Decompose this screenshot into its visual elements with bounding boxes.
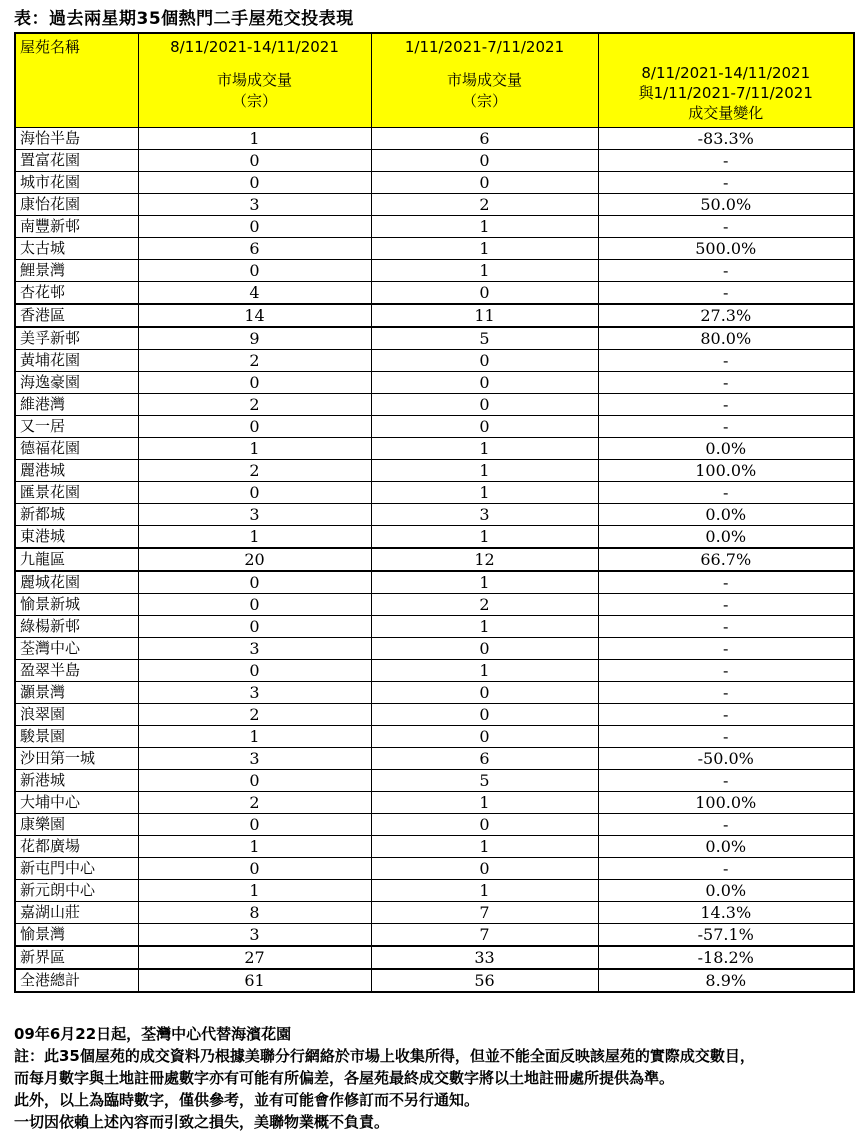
current-volume-cell: 0 bbox=[138, 660, 371, 682]
table-row bbox=[15, 460, 854, 482]
current-volume-cell: 1 bbox=[138, 836, 371, 858]
change-cell: - bbox=[598, 814, 854, 836]
previous-volume-cell: 0 bbox=[371, 704, 598, 726]
change-cell: 0.0% bbox=[598, 504, 854, 526]
current-volume-cell: 0 bbox=[138, 150, 371, 172]
table-row bbox=[15, 616, 854, 638]
previous-volume-cell: 7 bbox=[371, 924, 598, 947]
table-row bbox=[15, 594, 854, 616]
table-row bbox=[15, 704, 854, 726]
current-volume-cell: 2 bbox=[138, 394, 371, 416]
estate-name-cell: 美孚新邨 bbox=[15, 327, 138, 350]
previous-volume-cell: 1 bbox=[371, 460, 598, 482]
previous-volume-cell: 0 bbox=[371, 372, 598, 394]
footnote-line: 而每月數字與土地註冊處數字亦有可能有所偏差，各屋苑最終成交數字將以土地註冊處所提供為準。 bbox=[14, 1069, 675, 1087]
change-cell: - bbox=[598, 682, 854, 704]
current-volume-cell: 0 bbox=[138, 260, 371, 282]
estate-name-cell: 新都城 bbox=[15, 504, 138, 526]
estate-name-cell: 置富花園 bbox=[15, 150, 138, 172]
previous-volume-cell: 12 bbox=[371, 548, 598, 571]
change-cell: - bbox=[598, 282, 854, 305]
estate-name-cell: 東港城 bbox=[15, 526, 138, 549]
previous-volume-cell: 1 bbox=[371, 482, 598, 504]
previous-volume-cell: 6 bbox=[371, 128, 598, 150]
current-volume-cell: 1 bbox=[138, 880, 371, 902]
estate-name-cell: 愉景灣 bbox=[15, 924, 138, 947]
table-row bbox=[15, 726, 854, 748]
estate-name-cell: 海怡半島 bbox=[15, 128, 138, 150]
table-row bbox=[15, 902, 854, 924]
change-cell: -83.3% bbox=[598, 128, 854, 150]
previous-volume-cell: 2 bbox=[371, 194, 598, 216]
current-volume-cell: 2 bbox=[138, 704, 371, 726]
current-volume-cell: 0 bbox=[138, 858, 371, 880]
estate-name-cell: 浪翠園 bbox=[15, 704, 138, 726]
current-volume-cell: 0 bbox=[138, 814, 371, 836]
table-header bbox=[15, 33, 854, 128]
table-row bbox=[15, 548, 854, 571]
header-change bbox=[598, 33, 854, 128]
previous-volume-cell: 3 bbox=[371, 504, 598, 526]
current-volume-cell: 0 bbox=[138, 594, 371, 616]
change-cell: 0.0% bbox=[598, 526, 854, 549]
current-volume-cell: 0 bbox=[138, 172, 371, 194]
estate-name-cell: 杏花邨 bbox=[15, 282, 138, 305]
current-volume-cell: 0 bbox=[138, 216, 371, 238]
change-cell: 100.0% bbox=[598, 792, 854, 814]
previous-volume-cell: 1 bbox=[371, 660, 598, 682]
change-cell: - bbox=[598, 172, 854, 194]
change-cell: - bbox=[598, 770, 854, 792]
table-row bbox=[15, 638, 854, 660]
current-volume-cell: 3 bbox=[138, 924, 371, 947]
table-row bbox=[15, 327, 854, 350]
table-row bbox=[15, 571, 854, 594]
previous-volume-cell: 1 bbox=[371, 571, 598, 594]
table-row bbox=[15, 482, 854, 504]
current-volume-cell: 0 bbox=[138, 571, 371, 594]
table-row bbox=[15, 128, 854, 150]
previous-volume-cell: 1 bbox=[371, 616, 598, 638]
current-volume-cell: 0 bbox=[138, 616, 371, 638]
table-row bbox=[15, 836, 854, 858]
previous-volume-cell: 0 bbox=[371, 150, 598, 172]
table-row bbox=[15, 924, 854, 947]
current-volume-cell: 9 bbox=[138, 327, 371, 350]
footnote-line: 09年6月22日起，荃灣中心代替海濱花園 bbox=[14, 1025, 292, 1043]
estate-name-cell: 太古城 bbox=[15, 238, 138, 260]
change-cell: - bbox=[598, 571, 854, 594]
change-cell: -18.2% bbox=[598, 946, 854, 969]
table-row bbox=[15, 526, 854, 549]
previous-volume-cell: 1 bbox=[371, 792, 598, 814]
table-row bbox=[15, 216, 854, 238]
previous-volume-cell: 1 bbox=[371, 438, 598, 460]
estate-name-cell: 新屯門中心 bbox=[15, 858, 138, 880]
previous-volume-cell: 0 bbox=[371, 172, 598, 194]
previous-volume-cell: 56 bbox=[371, 969, 598, 992]
change-cell: 8.9% bbox=[598, 969, 854, 992]
transactions-table bbox=[14, 32, 855, 993]
change-cell: - bbox=[598, 372, 854, 394]
current-volume-cell: 1 bbox=[138, 438, 371, 460]
estate-name-cell: 駿景園 bbox=[15, 726, 138, 748]
table-row bbox=[15, 858, 854, 880]
table-row bbox=[15, 372, 854, 394]
change-cell: - bbox=[598, 660, 854, 682]
estate-name-cell: 康樂園 bbox=[15, 814, 138, 836]
current-volume-cell: 8 bbox=[138, 902, 371, 924]
footnote-line: 註：此35個屋苑的成交資料乃根據美聯分行網絡於市場上收集所得，但並不能全面反映該屋苑的實際成交數目， bbox=[14, 1047, 755, 1065]
current-volume-cell: 0 bbox=[138, 372, 371, 394]
header-spacer bbox=[140, 58, 370, 70]
current-volume-cell: 14 bbox=[138, 304, 371, 327]
current-volume-cell: 20 bbox=[138, 548, 371, 571]
table-row bbox=[15, 304, 854, 327]
estate-name-cell: 九龍區 bbox=[15, 548, 138, 571]
table-row bbox=[15, 282, 854, 305]
change-cell: 100.0% bbox=[598, 460, 854, 482]
current-volume-cell: 3 bbox=[138, 748, 371, 770]
previous-volume-cell: 0 bbox=[371, 282, 598, 305]
previous-volume-cell: 2 bbox=[371, 594, 598, 616]
change-cell: - bbox=[598, 416, 854, 438]
change-period-line1: 8/11/2021-14/11/2021 bbox=[641, 64, 811, 82]
estate-name-cell: 香港區 bbox=[15, 304, 138, 327]
change-cell: - bbox=[598, 150, 854, 172]
estate-name-cell: 愉景新城 bbox=[15, 594, 138, 616]
previous-volume-cell: 0 bbox=[371, 726, 598, 748]
change-cell: 0.0% bbox=[598, 880, 854, 902]
current-period-unit: （宗） bbox=[231, 92, 277, 110]
previous-volume-cell: 11 bbox=[371, 304, 598, 327]
footnote-line: 一切因依賴上述內容而引致之損失，美聯物業概不負責。 bbox=[14, 1113, 390, 1131]
current-volume-cell: 4 bbox=[138, 282, 371, 305]
change-cell: - bbox=[598, 616, 854, 638]
previous-volume-cell: 0 bbox=[371, 858, 598, 880]
estate-name-cell: 康怡花園 bbox=[15, 194, 138, 216]
change-cell: - bbox=[598, 704, 854, 726]
previous-volume-cell: 6 bbox=[371, 748, 598, 770]
current-volume-cell: 1 bbox=[138, 726, 371, 748]
table-row bbox=[15, 969, 854, 992]
change-cell: 66.7% bbox=[598, 548, 854, 571]
previous-volume-cell: 0 bbox=[371, 350, 598, 372]
table-row bbox=[15, 350, 854, 372]
previous-volume-cell: 1 bbox=[371, 216, 598, 238]
footnote-line: 此外，以上為臨時數字，僅供參考，並有可能會作修訂而不另行通知。 bbox=[14, 1091, 480, 1109]
table-row bbox=[15, 504, 854, 526]
change-period-line2: 與1/11/2021-7/11/2021 bbox=[638, 84, 813, 102]
current-volume-cell: 61 bbox=[138, 969, 371, 992]
previous-volume-cell: 0 bbox=[371, 416, 598, 438]
previous-volume-cell: 5 bbox=[371, 327, 598, 350]
current-volume-cell: 2 bbox=[138, 460, 371, 482]
previous-period-dates: 1/11/2021-7/11/2021 bbox=[404, 38, 565, 56]
previous-period-metric: 市場成交量 bbox=[446, 71, 522, 89]
current-volume-cell: 2 bbox=[138, 792, 371, 814]
change-cell: - bbox=[598, 350, 854, 372]
estate-name-cell: 鯉景灣 bbox=[15, 260, 138, 282]
header-row bbox=[15, 33, 854, 128]
table-row bbox=[15, 880, 854, 902]
change-cell: 80.0% bbox=[598, 327, 854, 350]
estate-name-cell: 又一居 bbox=[15, 416, 138, 438]
estate-name-cell: 花都廣場 bbox=[15, 836, 138, 858]
estate-name-cell: 灝景灣 bbox=[15, 682, 138, 704]
table-row bbox=[15, 238, 854, 260]
table-row bbox=[15, 770, 854, 792]
change-cell: - bbox=[598, 482, 854, 504]
change-cell: -50.0% bbox=[598, 748, 854, 770]
current-volume-cell: 0 bbox=[138, 416, 371, 438]
previous-volume-cell: 1 bbox=[371, 260, 598, 282]
previous-volume-cell: 1 bbox=[371, 238, 598, 260]
table-row bbox=[15, 814, 854, 836]
header-current-period bbox=[138, 33, 371, 128]
current-volume-cell: 0 bbox=[138, 482, 371, 504]
previous-volume-cell: 0 bbox=[371, 682, 598, 704]
estate-name-cell: 海逸豪園 bbox=[15, 372, 138, 394]
previous-volume-cell: 1 bbox=[371, 836, 598, 858]
current-volume-cell: 3 bbox=[138, 682, 371, 704]
table-row bbox=[15, 394, 854, 416]
estate-name-cell: 麗港城 bbox=[15, 460, 138, 482]
header-estate-label: 屋苑名稱 bbox=[20, 38, 81, 56]
page-title: 表：過去兩星期35個熱門二手屋苑交投表現 bbox=[14, 9, 354, 29]
change-cell: 0.0% bbox=[598, 438, 854, 460]
current-volume-cell: 3 bbox=[138, 194, 371, 216]
current-volume-cell: 3 bbox=[138, 638, 371, 660]
table-row bbox=[15, 172, 854, 194]
previous-volume-cell: 33 bbox=[371, 946, 598, 969]
table-row bbox=[15, 748, 854, 770]
table-row bbox=[15, 150, 854, 172]
header-previous-period bbox=[371, 33, 598, 128]
change-cell: -57.1% bbox=[598, 924, 854, 947]
estate-name-cell: 城市花園 bbox=[15, 172, 138, 194]
estate-name-cell: 德福花園 bbox=[15, 438, 138, 460]
change-cell: 500.0% bbox=[598, 238, 854, 260]
change-cell: 27.3% bbox=[598, 304, 854, 327]
table-row bbox=[15, 438, 854, 460]
current-period-dates: 8/11/2021-14/11/2021 bbox=[170, 38, 339, 56]
change-cell: - bbox=[598, 858, 854, 880]
change-label: 成交量變化 bbox=[688, 104, 764, 122]
previous-volume-cell: 0 bbox=[371, 814, 598, 836]
estate-name-cell: 嘉湖山莊 bbox=[15, 902, 138, 924]
table-row bbox=[15, 682, 854, 704]
previous-volume-cell: 1 bbox=[371, 880, 598, 902]
estate-name-cell: 大埔中心 bbox=[15, 792, 138, 814]
estate-name-cell: 盈翠半島 bbox=[15, 660, 138, 682]
estate-name-cell: 全港總計 bbox=[15, 969, 138, 992]
current-volume-cell: 1 bbox=[138, 128, 371, 150]
estate-name-cell: 維港灣 bbox=[15, 394, 138, 416]
table-row bbox=[15, 194, 854, 216]
header-spacer bbox=[373, 58, 597, 70]
previous-volume-cell: 5 bbox=[371, 770, 598, 792]
current-volume-cell: 6 bbox=[138, 238, 371, 260]
table-row bbox=[15, 792, 854, 814]
estate-name-cell: 南豐新邨 bbox=[15, 216, 138, 238]
estate-name-cell: 新元朗中心 bbox=[15, 880, 138, 902]
current-volume-cell: 2 bbox=[138, 350, 371, 372]
table-row bbox=[15, 946, 854, 969]
change-cell: - bbox=[598, 216, 854, 238]
estate-name-cell: 匯景花園 bbox=[15, 482, 138, 504]
change-cell: - bbox=[598, 594, 854, 616]
current-volume-cell: 3 bbox=[138, 504, 371, 526]
change-cell: - bbox=[598, 260, 854, 282]
estate-name-cell: 新界區 bbox=[15, 946, 138, 969]
previous-period-unit: （宗） bbox=[461, 92, 507, 110]
footnotes bbox=[14, 1023, 868, 1133]
previous-volume-cell: 1 bbox=[371, 526, 598, 549]
header-estate-name bbox=[15, 33, 138, 128]
change-cell: 0.0% bbox=[598, 836, 854, 858]
table-row bbox=[15, 416, 854, 438]
change-cell: 14.3% bbox=[598, 902, 854, 924]
estate-name-cell: 黃埔花園 bbox=[15, 350, 138, 372]
estate-name-cell: 沙田第一城 bbox=[15, 748, 138, 770]
estate-name-cell: 綠楊新邨 bbox=[15, 616, 138, 638]
previous-volume-cell: 7 bbox=[371, 902, 598, 924]
current-volume-cell: 27 bbox=[138, 946, 371, 969]
page bbox=[0, 4, 868, 1131]
current-period-metric: 市場成交量 bbox=[216, 71, 292, 89]
table-row bbox=[15, 660, 854, 682]
table-body bbox=[15, 128, 854, 993]
estate-name-cell: 麗城花園 bbox=[15, 571, 138, 594]
current-volume-cell: 0 bbox=[138, 770, 371, 792]
change-cell: - bbox=[598, 394, 854, 416]
estate-name-cell: 荃灣中心 bbox=[15, 638, 138, 660]
table-row bbox=[15, 260, 854, 282]
change-cell: - bbox=[598, 638, 854, 660]
previous-volume-cell: 0 bbox=[371, 394, 598, 416]
current-volume-cell: 1 bbox=[138, 526, 371, 549]
estate-name-cell: 新港城 bbox=[15, 770, 138, 792]
previous-volume-cell: 0 bbox=[371, 638, 598, 660]
change-cell: 50.0% bbox=[598, 194, 854, 216]
change-cell: - bbox=[598, 726, 854, 748]
